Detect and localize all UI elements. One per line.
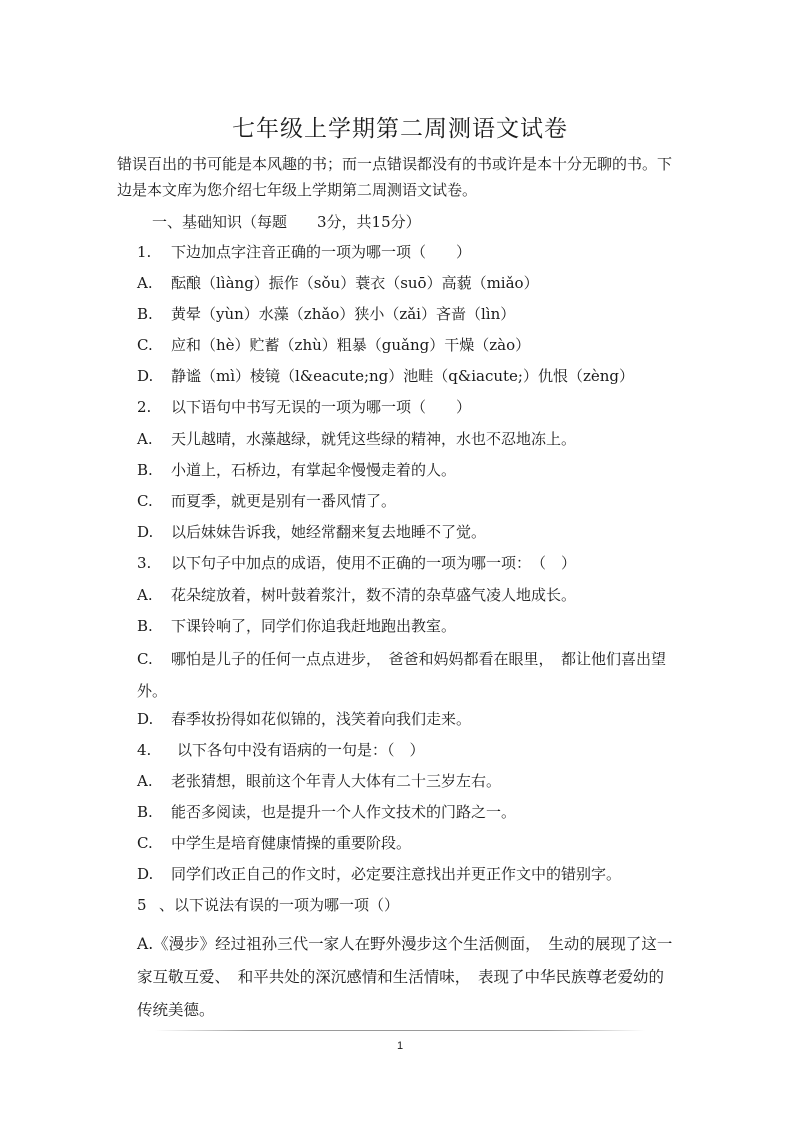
option-2d	[137, 522, 486, 542]
intro-paragraph: 错误百出的书可能是本风趣的书；而一点错误都没有的书或许是本十分无聊的书。下边是本文库为您介绍七年级上学期第二周测语文试卷。	[117, 155, 673, 199]
option-2a	[137, 429, 576, 449]
option-1b	[137, 304, 515, 324]
question-3	[137, 553, 576, 573]
question-number: 5	[137, 896, 147, 914]
question-number: 1.	[137, 243, 152, 261]
question-stem: 下边加点字注音正确的一项为哪一项（ ）	[171, 243, 472, 261]
option-text: 而夏季，就更是别有一番风情了。	[171, 492, 397, 510]
option-label: D.	[137, 865, 154, 883]
question-number: 2.	[137, 398, 152, 416]
option-label: D.	[137, 523, 154, 541]
option-label: A.	[137, 430, 153, 448]
option-label: D.	[137, 710, 154, 728]
option-text: 春季妆扮得如花似锦的，浅笑着向我们走来。	[171, 710, 472, 728]
option-text: 酝酿（lìàng）振作（sǒu）蓑衣（suō）高藐（miǎo）	[171, 274, 539, 292]
option-4b	[137, 802, 516, 822]
footer-divider	[155, 1030, 645, 1031]
page-number: 1	[396, 1040, 404, 1052]
option-3c	[117, 643, 677, 707]
option-text: 中学生是培育健康情操的重要阶段。	[171, 834, 412, 852]
option-text: 能否多阅读，也是提升一个人作文技术的门路之一。	[171, 803, 517, 821]
option-label: A.	[137, 274, 153, 292]
option-4d	[137, 864, 621, 884]
option-text: 《漫步》经过祖孙三代一家人在野外漫步这个生活侧面， 生动的展现了这一家互敬互爱、 和平共处的深沉感情和生活情味， 表现了中华民族尊老爱幼的传统美德。	[137, 935, 673, 1019]
option-text: 静谧（mì）棱镜（l&eacute;ng）池畦（q&iacute;）仇恨（zèng）	[171, 367, 635, 385]
option-label: C.	[137, 834, 153, 852]
option-text: 老张猜想，眼前这个年青人大体有二十三岁左右。	[171, 772, 502, 790]
option-label: B.	[137, 617, 153, 635]
option-text: 下课铃响了，同学们你追我赶地跑出教室。	[171, 617, 457, 635]
option-3b	[137, 616, 456, 636]
option-label: B.	[137, 803, 153, 821]
question-4	[137, 740, 425, 760]
option-text: 小道上，石桥边，有掌起伞慢慢走着的人。	[171, 461, 457, 479]
option-text: 哪怕是儿子的任何一点点进步， 爸爸和妈妈都看在眼里， 都让他们喜出望外。	[137, 650, 667, 700]
option-5a	[117, 928, 677, 1027]
option-label: B.	[137, 305, 153, 323]
question-stem: 以下语句中书写无误的一项为哪一项（ ）	[171, 398, 472, 416]
page-title: 七年级上学期第二周测语文试卷	[232, 116, 568, 142]
question-stem: 以下各句中没有语病的一句是：（ ）	[177, 741, 425, 759]
option-label: C.	[137, 336, 153, 354]
option-1c	[137, 335, 530, 355]
option-text: 天儿越晴，水藻越绿，就凭这些绿的精神，水也不忍地冻上。	[171, 430, 577, 448]
option-1d	[137, 366, 634, 386]
option-3d	[137, 709, 471, 729]
option-1a	[137, 273, 539, 293]
question-number: 3.	[137, 554, 152, 572]
question-2	[137, 397, 471, 417]
option-label: A.	[137, 772, 153, 790]
option-3a	[137, 585, 576, 605]
option-text: 花朵绽放着，树叶鼓着浆汁，数不清的杂草盛气凌人地成长。	[171, 586, 577, 604]
question-number: 4.	[137, 741, 152, 759]
option-text: 应和（hè）贮蓄（zhù）粗暴（guǎng）干燥（zào）	[171, 336, 531, 354]
option-label: C.	[137, 650, 153, 668]
option-4c	[137, 833, 411, 853]
question-stem: 以下句子中加点的成语，使用不正确的一项为哪一项： （ ）	[171, 554, 577, 572]
option-label: B.	[137, 461, 153, 479]
option-2c	[137, 491, 396, 511]
section-heading: 一、基础知识（每题 3分，共15分）	[152, 213, 421, 231]
question-5	[137, 895, 399, 915]
option-4a	[137, 771, 501, 791]
option-label: C.	[137, 492, 153, 510]
question-1	[137, 242, 471, 262]
question-stem: 、以下说法有误的一项为哪一项（）	[159, 896, 400, 914]
option-label: D.	[137, 367, 154, 385]
option-text: 黄晕（yùn）水藻（zhǎo）狭小（zǎi）吝啬（lìn）	[171, 305, 516, 323]
option-text: 以后妹妹告诉我，她经常翻来复去地睡不了觉。	[171, 523, 487, 541]
option-label: A.	[137, 935, 154, 953]
option-text: 同学们改正自己的作文时，必定要注意找出并更正作文中的错别字。	[171, 865, 622, 883]
option-2b	[137, 460, 456, 480]
option-label: A.	[137, 586, 153, 604]
